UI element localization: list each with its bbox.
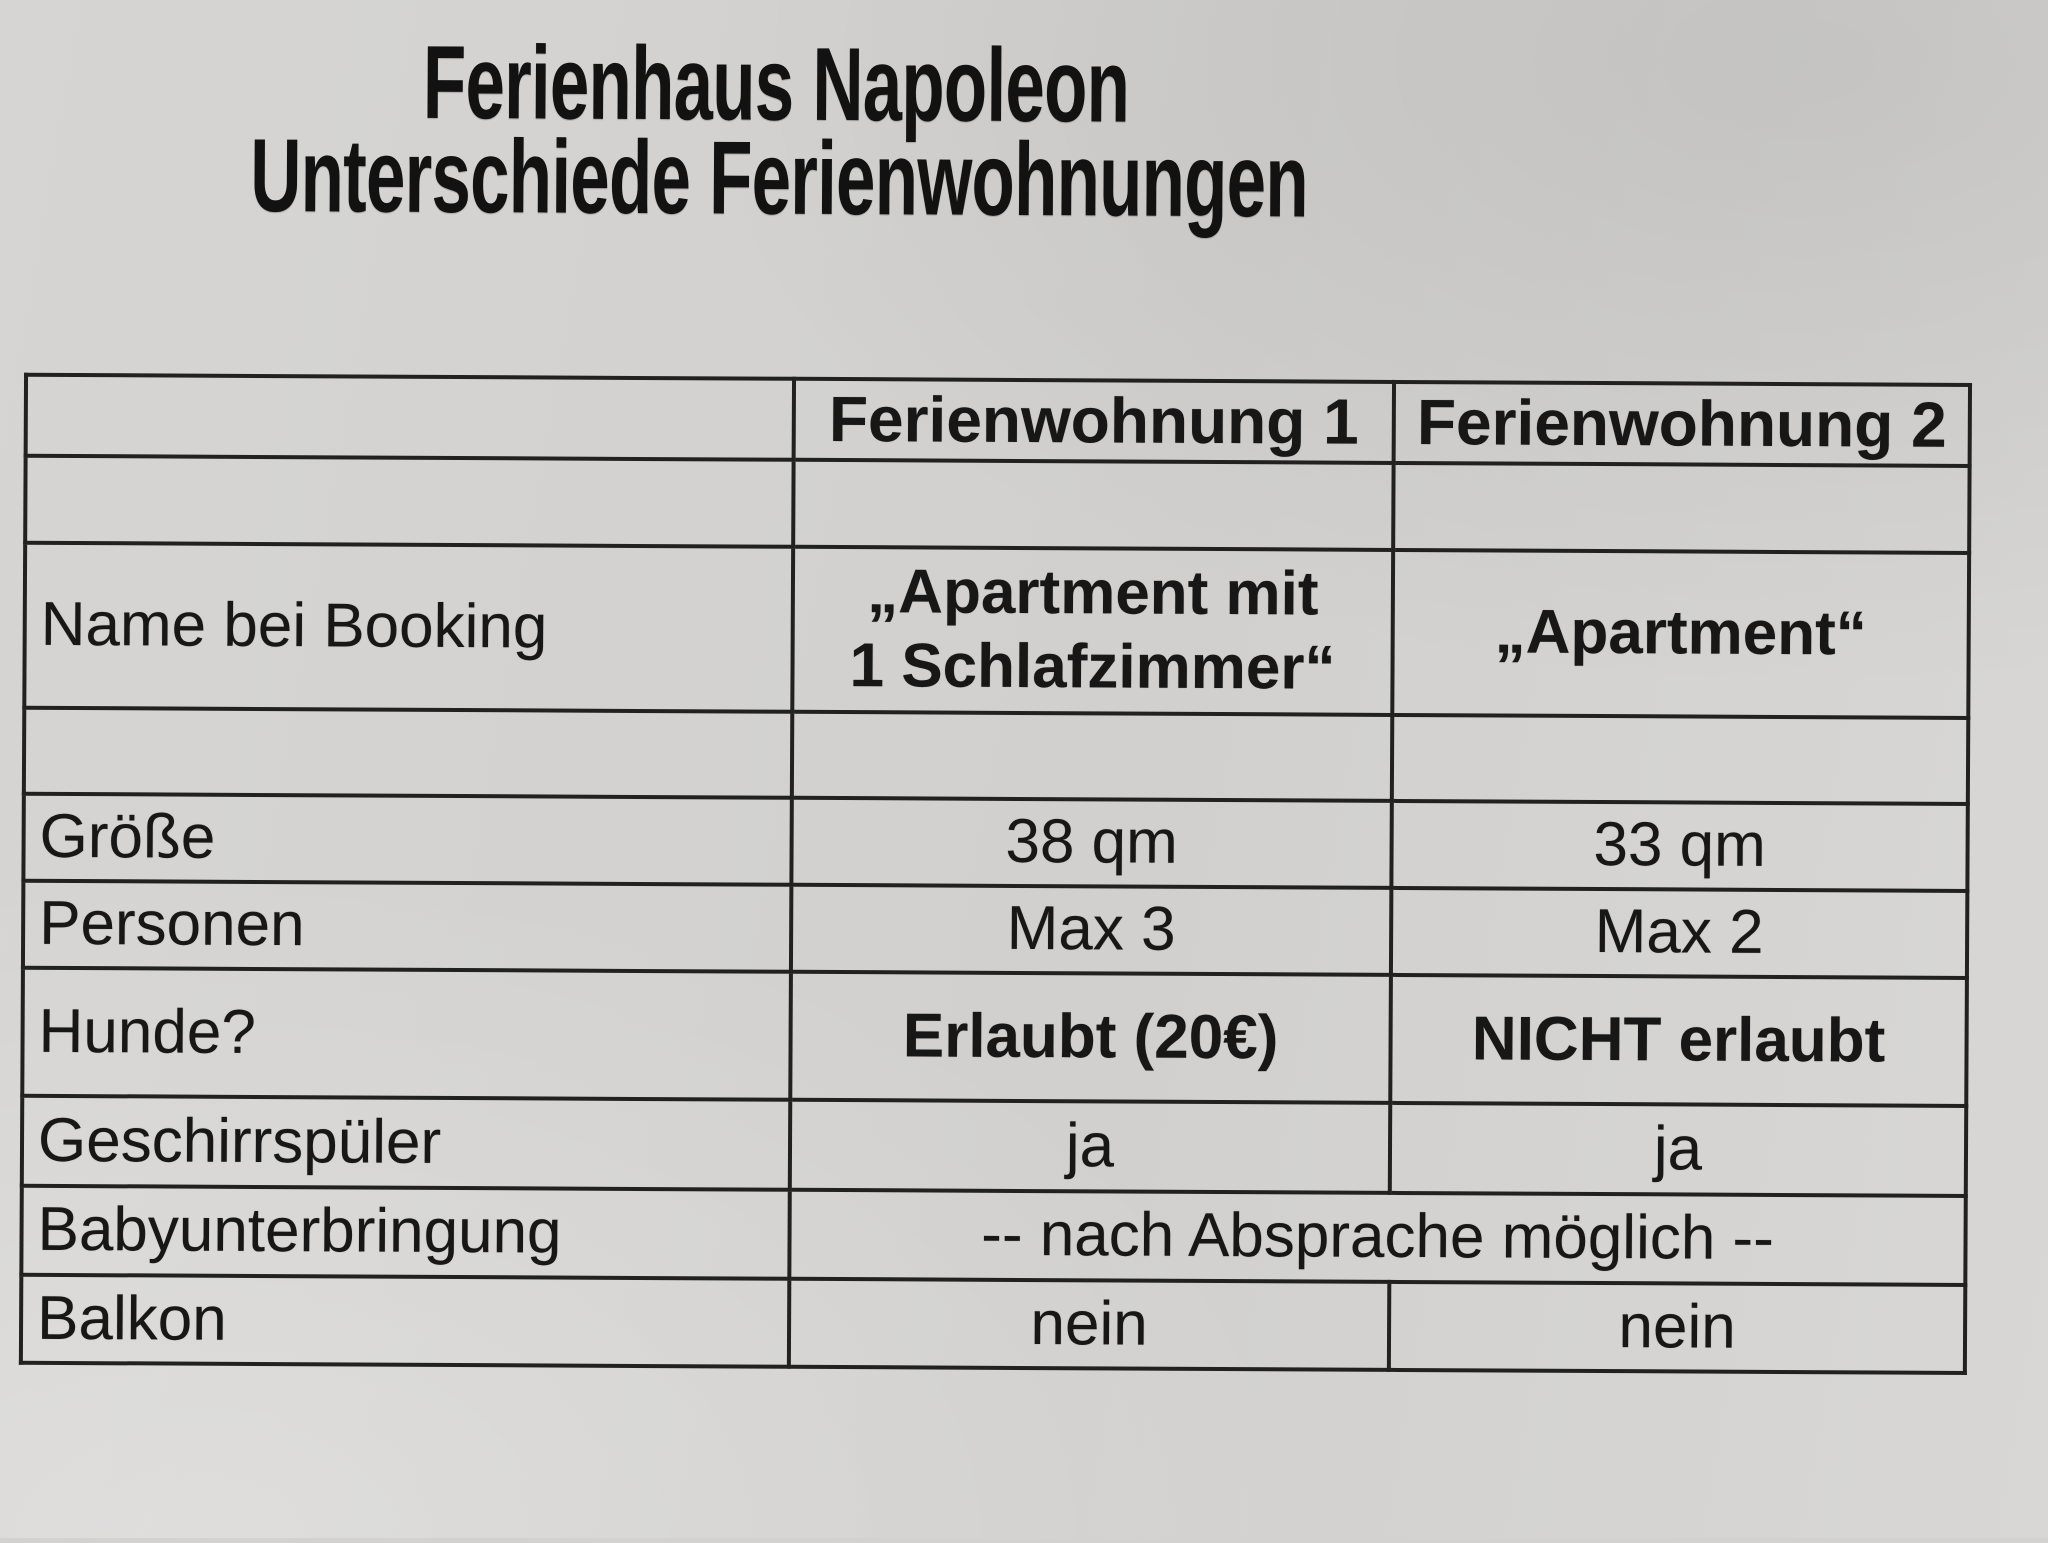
spacer-cell — [25, 456, 793, 547]
row-balkon — [21, 1275, 1965, 1373]
spacer-cell — [792, 712, 1392, 801]
comparison-table — [19, 373, 1972, 1375]
row-geschirrspueler — [22, 1096, 1966, 1196]
value-name-fw2: „Apartment“ — [1392, 550, 1969, 718]
value-name-fw1 — [792, 547, 1393, 715]
value-groesse-fw1: 38 qm — [791, 798, 1391, 888]
row-personen — [23, 881, 1967, 978]
row-label-groesse: Größe — [23, 794, 791, 885]
value-personen-fw1: Max 3 — [791, 885, 1391, 975]
spacer-cell — [1393, 463, 1969, 553]
value-hunde-fw1: Erlaubt (20€) — [790, 972, 1391, 1103]
row-label-personen: Personen — [23, 881, 791, 972]
spacer-row-2 — [24, 708, 1968, 804]
title-line-2: Unterschiede Ferienwohnungen — [249, 117, 1309, 240]
header-cell-empty — [26, 375, 794, 460]
spacer-cell — [793, 460, 1393, 550]
row-label-balkon: Balkon — [21, 1275, 789, 1367]
title-line-1: Ferienhaus Napoleon — [422, 24, 1130, 145]
spacer-cell — [1392, 715, 1968, 804]
spacer-row-1 — [25, 456, 1969, 553]
value-hunde-fw2: NICHT erlaubt — [1390, 975, 1967, 1106]
row-hunde — [22, 968, 1967, 1106]
row-label-name-bei-booking: Name bei Booking — [24, 543, 793, 712]
row-label-geschirrspueler: Geschirrspüler — [22, 1096, 790, 1190]
value-balkon-fw1: nein — [789, 1279, 1389, 1370]
value-personen-fw2: Max 2 — [1391, 888, 1967, 978]
value-geschirrspueler-fw1: ja — [790, 1100, 1390, 1193]
page-title — [3, 24, 1549, 240]
value-name-fw1-line1: „Apartment mit — [867, 557, 1319, 629]
value-geschirrspueler-fw2: ja — [1390, 1103, 1966, 1196]
header-cell-ferienwohnung-1: Ferienwohnung 1 — [794, 379, 1394, 463]
value-name-fw1-line2: 1 Schlafzimmer“ — [849, 631, 1336, 703]
value-balkon-fw2: nein — [1389, 1282, 1965, 1373]
spacer-cell — [24, 708, 792, 798]
table-header-row — [26, 375, 1970, 466]
row-babyunterbringung — [21, 1186, 1965, 1285]
value-babyunterbringung-merged: -- nach Absprache möglich -- — [789, 1190, 1965, 1285]
row-label-hunde: Hunde? — [22, 968, 791, 1100]
value-groesse-fw2: 33 qm — [1391, 801, 1967, 891]
row-name-bei-booking — [24, 543, 1969, 718]
row-groesse — [23, 794, 1967, 891]
header-cell-ferienwohnung-2: Ferienwohnung 2 — [1394, 382, 1970, 466]
row-label-babyunterbringung: Babyunterbringung — [21, 1186, 789, 1279]
